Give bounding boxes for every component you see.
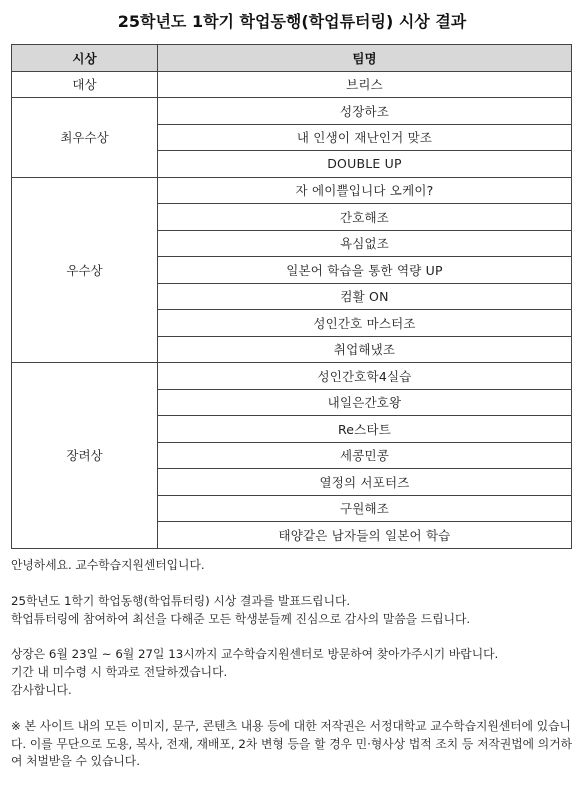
appreciation-text: 학업튜터링에 참여하여 최선을 다해준 모든 학생분들께 진심으로 감사의 말씀을 드립니다. xyxy=(11,611,471,626)
team-name-cell: 일본어 학습을 통한 역량 UP xyxy=(158,257,572,284)
awards-table xyxy=(11,44,572,549)
team-name-cell: Re스타트 xyxy=(158,416,572,443)
pickup-info-text: 상장은 6월 23일 ~ 6월 27일 13시까지 교수학습지원센터로 방문하여 찾아가주시기 바랍니다. xyxy=(11,647,499,662)
team-name-cell: 간호해조 xyxy=(158,204,572,231)
team-name-cell: 취업해냈조 xyxy=(158,336,572,363)
team-name-cell: 내일은간호왕 xyxy=(158,389,572,416)
announcement-text: 25학년도 1학기 학업동행(학업튜터링) 시상 결과를 발표드립니다. xyxy=(11,593,351,608)
table-row xyxy=(12,71,572,98)
team-name-cell: 성장하조 xyxy=(158,98,572,125)
table-row xyxy=(12,363,572,390)
team-name-cell: 태양같은 남자들의 일본어 학습 xyxy=(158,522,572,549)
team-name-cell: 구원해조 xyxy=(158,495,572,522)
award-category-cell: 장려상 xyxy=(12,363,158,549)
table-header-row xyxy=(12,45,572,72)
table-row xyxy=(12,98,572,125)
notice-section xyxy=(11,557,575,771)
team-name-cell: 성인간호학4실습 xyxy=(158,363,572,390)
team-name-cell: 세콩민콩 xyxy=(158,442,572,469)
team-name-cell: 브리스 xyxy=(158,71,572,98)
greeting-text: 안녕하세요. 교수학습지원센터입니다. xyxy=(11,558,205,572)
team-name-cell: 내 인생이 재난인거 맞조 xyxy=(158,124,572,151)
team-name-cell: DOUBLE UP xyxy=(158,151,572,178)
team-name-cell: 컴활 ON xyxy=(158,283,572,310)
award-category-cell: 우수상 xyxy=(12,177,158,363)
award-category-cell: 대상 xyxy=(12,71,158,98)
team-name-cell: 욕심없조 xyxy=(158,230,572,257)
pickup-deadline-text: 기간 내 미수령 시 학과로 전달하겠습니다. xyxy=(11,665,228,680)
table-row xyxy=(12,177,572,204)
team-name-cell: 성인간호 마스터조 xyxy=(158,310,572,337)
copyright-notice: ※ 본 사이트 내의 모든 이미지, 문구, 콘텐츠 내용 등에 대한 저작권은 서정대학교 교수학습지원센터에 있습니다. 이를 무단으로 도용, 복사, 전재, 재배포, 2차 변형 등을 할 경우 민·형사상 법적 조치 등 저작권법에 의거하여 처벌받을 수 있습니다. xyxy=(11,718,572,769)
team-name-cell: 자 에이쁠입니다 오케이? xyxy=(158,177,572,204)
thanks-text: 감사합니다. xyxy=(11,682,72,697)
awards-body xyxy=(12,71,572,548)
header-award: 시상 xyxy=(12,45,158,72)
team-name-cell: 열정의 서포터즈 xyxy=(158,469,572,496)
header-team: 팀명 xyxy=(158,45,572,72)
page-title: 25학년도 1학기 학업동행(학업튜터링) 시상 결과 xyxy=(117,12,467,31)
award-category-cell: 최우수상 xyxy=(12,98,158,178)
